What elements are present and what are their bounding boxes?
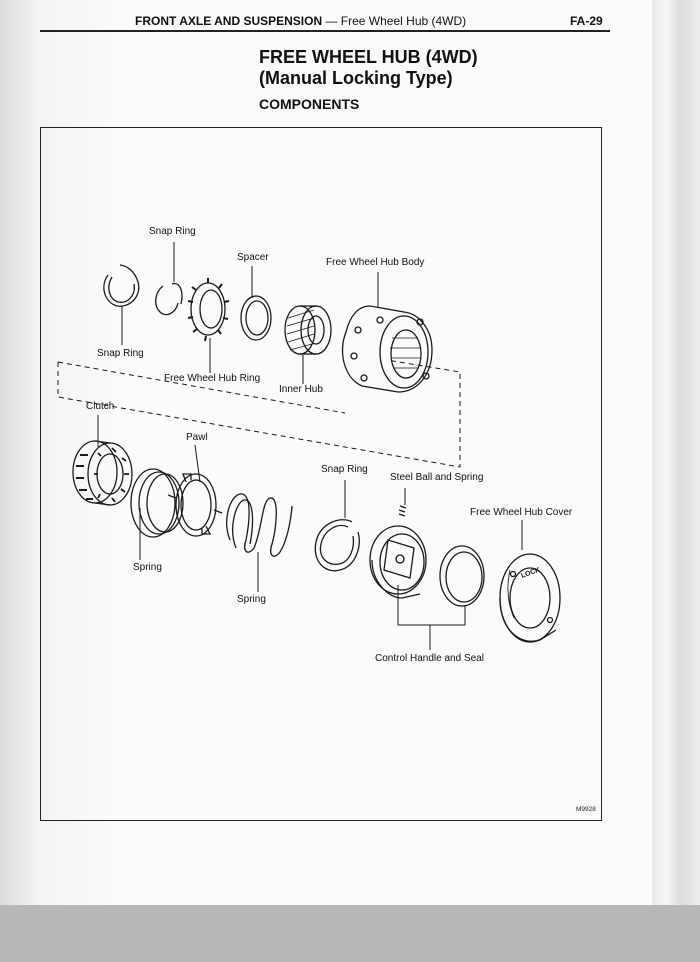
inner-hub-part <box>285 306 331 354</box>
section-heading: COMPONENTS <box>259 96 360 112</box>
seal-part <box>440 546 484 606</box>
label-free-wheel-hub-body: Free Wheel Hub Body <box>326 257 425 268</box>
label-free-wheel-hub-cover: Free Wheel Hub Cover <box>470 507 573 518</box>
label-snap-ring-top: Snap Ring <box>149 226 196 237</box>
free-wheel-hub-body-part <box>343 306 432 392</box>
page-number: FA-29 <box>570 14 603 28</box>
lock-marking-text: LOCK <box>520 566 542 580</box>
wave-spring-part <box>131 469 183 537</box>
header-dash: — <box>322 14 341 28</box>
label-control-handle-and-seal: Control Handle and Seal <box>375 653 484 664</box>
label-spring-left: Spring <box>133 562 162 573</box>
spacer-part <box>241 296 271 340</box>
label-spring-bottom: Spring <box>237 594 266 605</box>
header-section: FRONT AXLE AND SUSPENSION <box>135 14 323 28</box>
figure-number: M9928 <box>576 806 596 813</box>
coil-spring-part <box>227 494 292 556</box>
snap-ring-small-part <box>156 284 182 315</box>
label-spacer: Spacer <box>237 252 269 263</box>
page-subtitle: (Manual Locking Type) <box>259 68 453 88</box>
label-free-wheel-hub-ring: Free Wheel Hub Ring <box>164 373 261 384</box>
label-pawl: Pawl <box>186 432 208 443</box>
label-inner-hub: Inner Hub <box>279 384 323 395</box>
label-clutch: Clutch <box>86 401 115 412</box>
free-wheel-hub-ring-part <box>188 278 229 341</box>
leader-lines <box>98 242 522 650</box>
page-title: FREE WHEEL HUB (4WD) <box>259 47 478 67</box>
header-subsection: Free Wheel Hub (4WD) <box>340 14 467 28</box>
label-snap-ring-mid: Snap Ring <box>321 464 368 475</box>
steel-ball-and-spring-part <box>399 506 406 516</box>
clutch-part <box>73 441 132 505</box>
label-snap-ring-left: Snap Ring <box>97 348 144 359</box>
snap-ring-mid-part <box>315 520 359 571</box>
snap-ring-top-part <box>104 265 139 306</box>
label-steel-ball-and-spring: Steel Ball and Spring <box>390 472 484 483</box>
free-wheel-hub-cover-part <box>500 554 560 642</box>
